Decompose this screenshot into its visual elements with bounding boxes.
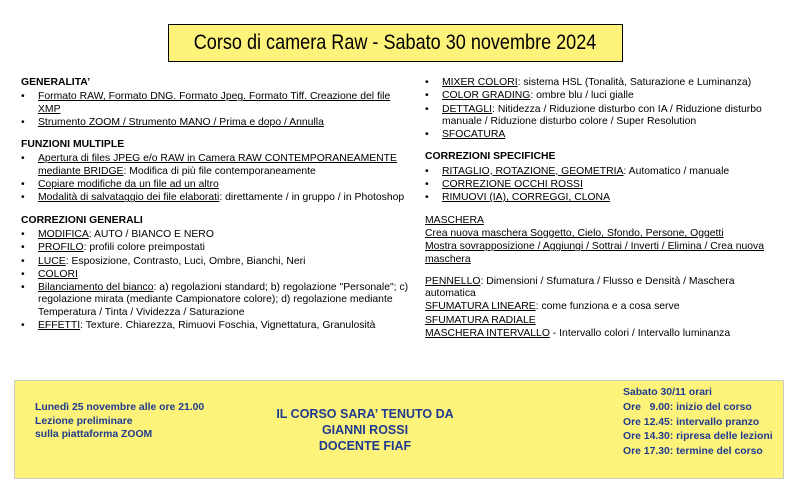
- item-term: EFFETTI: [38, 320, 81, 332]
- info-line: DOCENTE FIAF: [318, 439, 412, 453]
- item-desc: : Modifica di più file contemporaneamente: [123, 165, 316, 177]
- course-title: Corso di camera Raw - Sabato 30 novembre 2024: [194, 31, 597, 54]
- list-item: [21, 320, 411, 332]
- info-line: Lezione preliminare: [35, 415, 133, 427]
- list-item: [425, 129, 785, 141]
- list-item: [21, 153, 411, 178]
- tool-term: PENNELLO: [425, 275, 481, 287]
- bullet-list: [425, 77, 785, 141]
- section-tools: [425, 276, 785, 340]
- right-column: [425, 77, 785, 350]
- section-correzioni-generali: [21, 215, 411, 333]
- info-line: Ore 12.45: intervallo pranzo: [623, 416, 760, 428]
- item-term: COLOR GRADING: [442, 90, 531, 102]
- item-term: RIMUOVI (IA), CORREGGI, CLONA: [442, 192, 610, 204]
- list-item: [425, 104, 785, 129]
- item-term: MODIFICA: [38, 228, 89, 240]
- item-desc: : a) regolazioni standard; b) regolazione "Personale"; c) regolazione mirata (mediante Campionatore colore); d) regolazione mediante Temperatura / Tinta / Vividezza / Saturazione: [38, 282, 409, 318]
- tool-line: [425, 315, 785, 327]
- bullet-list: [21, 91, 411, 129]
- list-item: [425, 77, 785, 89]
- maschera-line: Mostra sovrapposizione / Aggiungi / Sottrai / Inverti / Elimina / Crea nuova maschera: [425, 241, 765, 265]
- section-heading: FUNZIONI MULTIPLE: [21, 139, 125, 151]
- section-funzioni-multiple: [21, 139, 411, 204]
- section-generalita: [21, 77, 411, 129]
- item-term: Copiare modifiche da un file ad un altro: [38, 179, 219, 191]
- item-term: Modalità di salvataggio dei file elaborati: [38, 192, 220, 204]
- list-item: [21, 269, 411, 281]
- section-heading: CORREZIONI GENERALI: [21, 214, 143, 226]
- list-item: [425, 166, 785, 178]
- item-desc: : Texture. Chiarezza, Rimuovi Foschia, Vignettatura, Granulosità: [80, 320, 376, 332]
- tool-line: [425, 328, 785, 340]
- tool-term: SFUMATURA LINEARE: [425, 301, 536, 313]
- list-item: [21, 242, 411, 254]
- schedule-info: [623, 386, 773, 460]
- item-text: Strumento ZOOM / Strumento MANO / Prima e dopo / Annulla: [38, 116, 324, 128]
- info-line: IL CORSO SARA’ TENUTO DA GIANNI ROSSI: [276, 407, 454, 437]
- item-term: LUCE: [38, 255, 66, 267]
- item-desc: : Esposizione, Contrasto, Luci, Ombre, Bianchi, Neri: [65, 255, 306, 267]
- item-term: PROFILO: [38, 242, 84, 254]
- item-desc: : Nitidezza / Riduzione disturbo con IA / Riduzione disturbo manuale / Riduzione disturbo colore / Super Resolution: [442, 103, 762, 127]
- info-line: Ore 9.00: inizio del corso: [623, 401, 752, 413]
- tool-desc: : Dimensioni / Sfumatura / Flusso e Densità / Maschera automatica: [425, 275, 735, 300]
- preliminary-lesson-info: [35, 401, 204, 442]
- item-term: SFOCATURA: [442, 129, 506, 141]
- info-line: Ore 14.30: ripresa delle lezioni: [623, 431, 773, 443]
- item-term: MIXER COLORI: [442, 77, 518, 88]
- item-term: Bilanciamento del bianco: [38, 282, 154, 294]
- list-item: [21, 179, 411, 191]
- bullet-list: [425, 166, 785, 205]
- info-line: Sabato 30/11 orari: [623, 387, 712, 398]
- list-item: [21, 229, 411, 241]
- left-column: [21, 77, 411, 342]
- bullet-list: [21, 229, 411, 332]
- teacher-info: [255, 406, 475, 454]
- item-text: Formato RAW, Formato DNG. Formato Jpeg. Formato Tiff. Creazione del file XMP: [38, 91, 391, 115]
- section-heading: GENERALITA’: [21, 77, 91, 88]
- tool-desc: - Intervallo colori / Intervallo luminanza: [549, 328, 731, 340]
- list-item: [21, 192, 411, 204]
- item-term: DETTAGLI: [442, 103, 493, 115]
- list-item: [21, 117, 411, 129]
- item-term: COLORI: [38, 268, 78, 280]
- info-line: sulla piattaforma ZOOM: [35, 429, 153, 440]
- tool-term: SFUMATURA RADIALE: [425, 314, 536, 326]
- item-desc: : AUTO / BIANCO E NERO: [88, 228, 214, 240]
- item-term: RITAGLIO, ROTAZIONE, GEOMETRIA: [442, 165, 624, 177]
- list-item: [21, 91, 411, 116]
- section-top-items: [425, 77, 785, 141]
- item-desc: : direttamente / in gruppo / in Photoshop: [219, 192, 405, 204]
- maschera-line: Crea nuova maschera Soggetto, Cielo, Sfondo, Persone, Oggetti: [425, 227, 724, 239]
- tool-term: MASCHERA INTERVALLO: [425, 328, 550, 340]
- tool-desc: : come funziona e a cosa serve: [535, 301, 680, 313]
- list-item: [425, 179, 785, 191]
- section-heading: CORREZIONI SPECIFICHE: [425, 151, 556, 163]
- tool-line: [425, 301, 785, 313]
- info-line: Ore 17.30: termine del corso: [623, 446, 763, 458]
- section-maschera: [425, 215, 785, 266]
- list-item: [425, 192, 785, 204]
- list-item: [21, 256, 411, 268]
- item-desc: : Automatico / manuale: [623, 165, 730, 177]
- maschera-title: MASCHERA: [425, 214, 484, 226]
- info-banner: [14, 380, 784, 479]
- item-desc: : profili colore preimpostati: [83, 242, 205, 254]
- item-desc: : sistema HSL (Tonalità, Saturazione e Luminanza): [517, 77, 752, 88]
- item-desc: : ombre blu / luci gialle: [530, 90, 634, 102]
- course-title-banner: [168, 24, 623, 62]
- bullet-list: [21, 153, 411, 204]
- info-line: Lunedì 25 novembre alle ore 21.00: [35, 402, 205, 413]
- section-correzioni-specifiche: [425, 151, 785, 204]
- item-term: Apertura di files JPEG e/o RAW in Camera RAW CONTEMPORANEAMENTE mediante BRIDGE: [38, 153, 397, 177]
- list-item: [425, 90, 785, 102]
- list-item: [21, 282, 411, 319]
- tool-line: [425, 276, 785, 301]
- item-term: CORREZIONE OCCHI ROSSI: [442, 179, 583, 191]
